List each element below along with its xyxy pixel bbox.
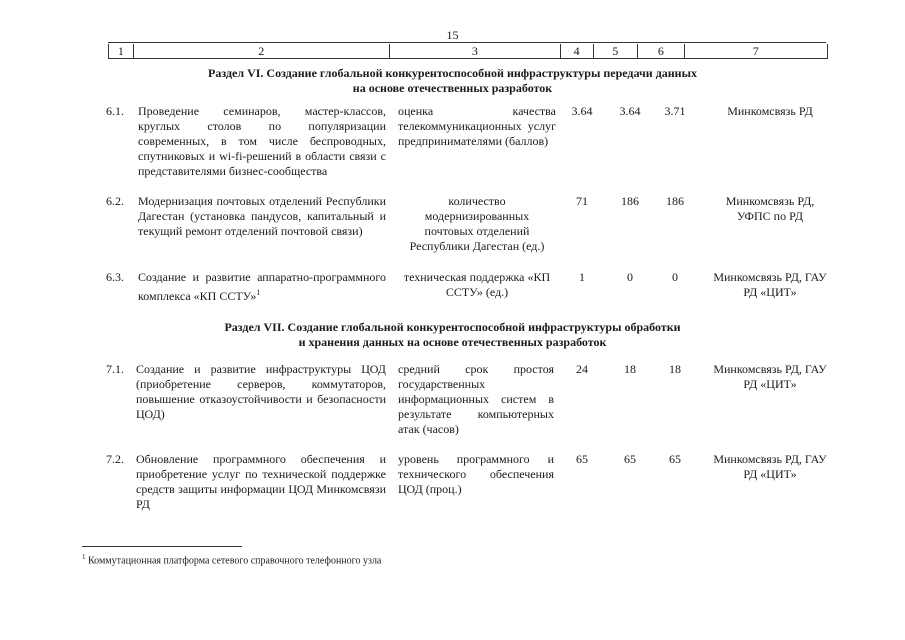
row-indicator: количество модернизированных почтовых отделений Республики Дагестан (ед.) — [409, 194, 545, 253]
row-value-col4: 71 — [576, 194, 588, 208]
row-value-col6: 18 — [669, 362, 681, 376]
row-number: 6.1. — [106, 104, 124, 118]
row-description: Модернизация почтовых отделений Республики Дагестан (установка пандусов, капитальный и текущий ремонт отделений почтовой связи) — [138, 194, 386, 238]
section-6-title — [0, 66, 905, 96]
row-value-col6: 3.71 — [664, 104, 686, 118]
row-indicator: уровень программного и технического обеспечения ЦОД (проц.) — [398, 452, 554, 496]
row-value-col6: 186 — [666, 194, 684, 208]
row-responsible: Минкомсвязь РД, ГАУ РД «ЦИТ» — [713, 362, 827, 391]
row-value-col5: 18 — [624, 362, 636, 376]
row-description: Создание и развитие инфраструктуры ЦОД (приобретение серверов, коммутаторов, повышение отказоустойчивости и безопасности ЦОД) — [136, 362, 386, 421]
row-value-col6: 65 — [669, 452, 681, 466]
row-value-col4: 1 — [579, 270, 585, 284]
column-header-row — [109, 44, 828, 59]
header-top-rule — [108, 42, 826, 43]
page-number: 15 — [446, 28, 459, 42]
footnote-text: Коммутационная платформа сетевого справочного телефонного узла — [88, 555, 382, 567]
row-value-col4: 65 — [576, 452, 588, 466]
row-description: Проведение семинаров, мастер-классов, круглых столов по популяризации современных, в том числе беспроводных, спутниковых и wi-fi-решений в области связи с представителями бизнес-сообщества — [138, 104, 386, 178]
row-value-col6: 0 — [672, 270, 678, 284]
column-header-4: 4 — [560, 44, 593, 59]
row-number: 7.2. — [106, 452, 124, 466]
row-value-col4: 24 — [576, 362, 588, 376]
column-header-3: 3 — [389, 44, 560, 59]
section-7-title — [0, 320, 905, 350]
row-indicator: средний срок простоя государственных информационных систем в результате компьютерных атак (часов) — [398, 362, 554, 436]
row-responsible: Минкомсвязь РД, УФПС по РД — [725, 194, 815, 223]
row-number: 7.1. — [106, 362, 124, 376]
row-number: 6.3. — [106, 270, 124, 284]
section-7-title-line1: Раздел VII. Создание глобальной конкурентоспособной инфраструктуры обработки — [224, 320, 681, 334]
row-responsible: Минкомсвязь РД, ГАУ РД «ЦИТ» — [713, 452, 827, 481]
footnote-reference: 1 — [256, 288, 261, 297]
row-description — [138, 270, 386, 304]
row-indicator: техническая поддержка «КП ССТУ» (ед.) — [403, 270, 551, 299]
row-indicator: оценка качества телекоммуникационных услуг предпринимателями (баллов) — [398, 104, 556, 148]
row-value-col5: 0 — [627, 270, 633, 284]
section-6-title-line1: Раздел VI. Создание глобальной конкурентоспособной инфраструктуры передачи данных — [208, 66, 697, 80]
section-6-title-line2: на основе отечественных разработок — [352, 81, 553, 95]
row-value-col5: 3.64 — [619, 104, 641, 118]
row-description-text: Создание и развитие аппаратно-программного комплекса «КП ССТУ» — [138, 270, 386, 303]
row-value-col4: 3.64 — [571, 104, 593, 118]
column-header-table — [108, 44, 828, 59]
column-header-6: 6 — [638, 44, 685, 59]
row-value-col5: 186 — [621, 194, 639, 208]
row-value-col5: 65 — [624, 452, 636, 466]
footnote-divider — [82, 546, 242, 547]
column-header-5: 5 — [593, 44, 638, 59]
row-description: Обновление программного обеспечения и приобретение услуг по технической поддержке средств защиты информации ЦОД Минкомсвязи РД — [136, 452, 386, 511]
row-number: 6.2. — [106, 194, 124, 208]
column-header-2: 2 — [133, 44, 389, 59]
row-responsible: Минкомсвязь РД, ГАУ РД «ЦИТ» — [713, 270, 827, 299]
column-header-1: 1 — [109, 44, 134, 59]
footnote-mark: 1 — [82, 553, 86, 561]
footnote — [82, 553, 381, 566]
section-7-title-line2: и хранения данных на основе отечественных разработок — [298, 335, 607, 349]
column-header-7: 7 — [684, 44, 827, 59]
row-responsible: Минкомсвязь РД — [727, 104, 813, 118]
